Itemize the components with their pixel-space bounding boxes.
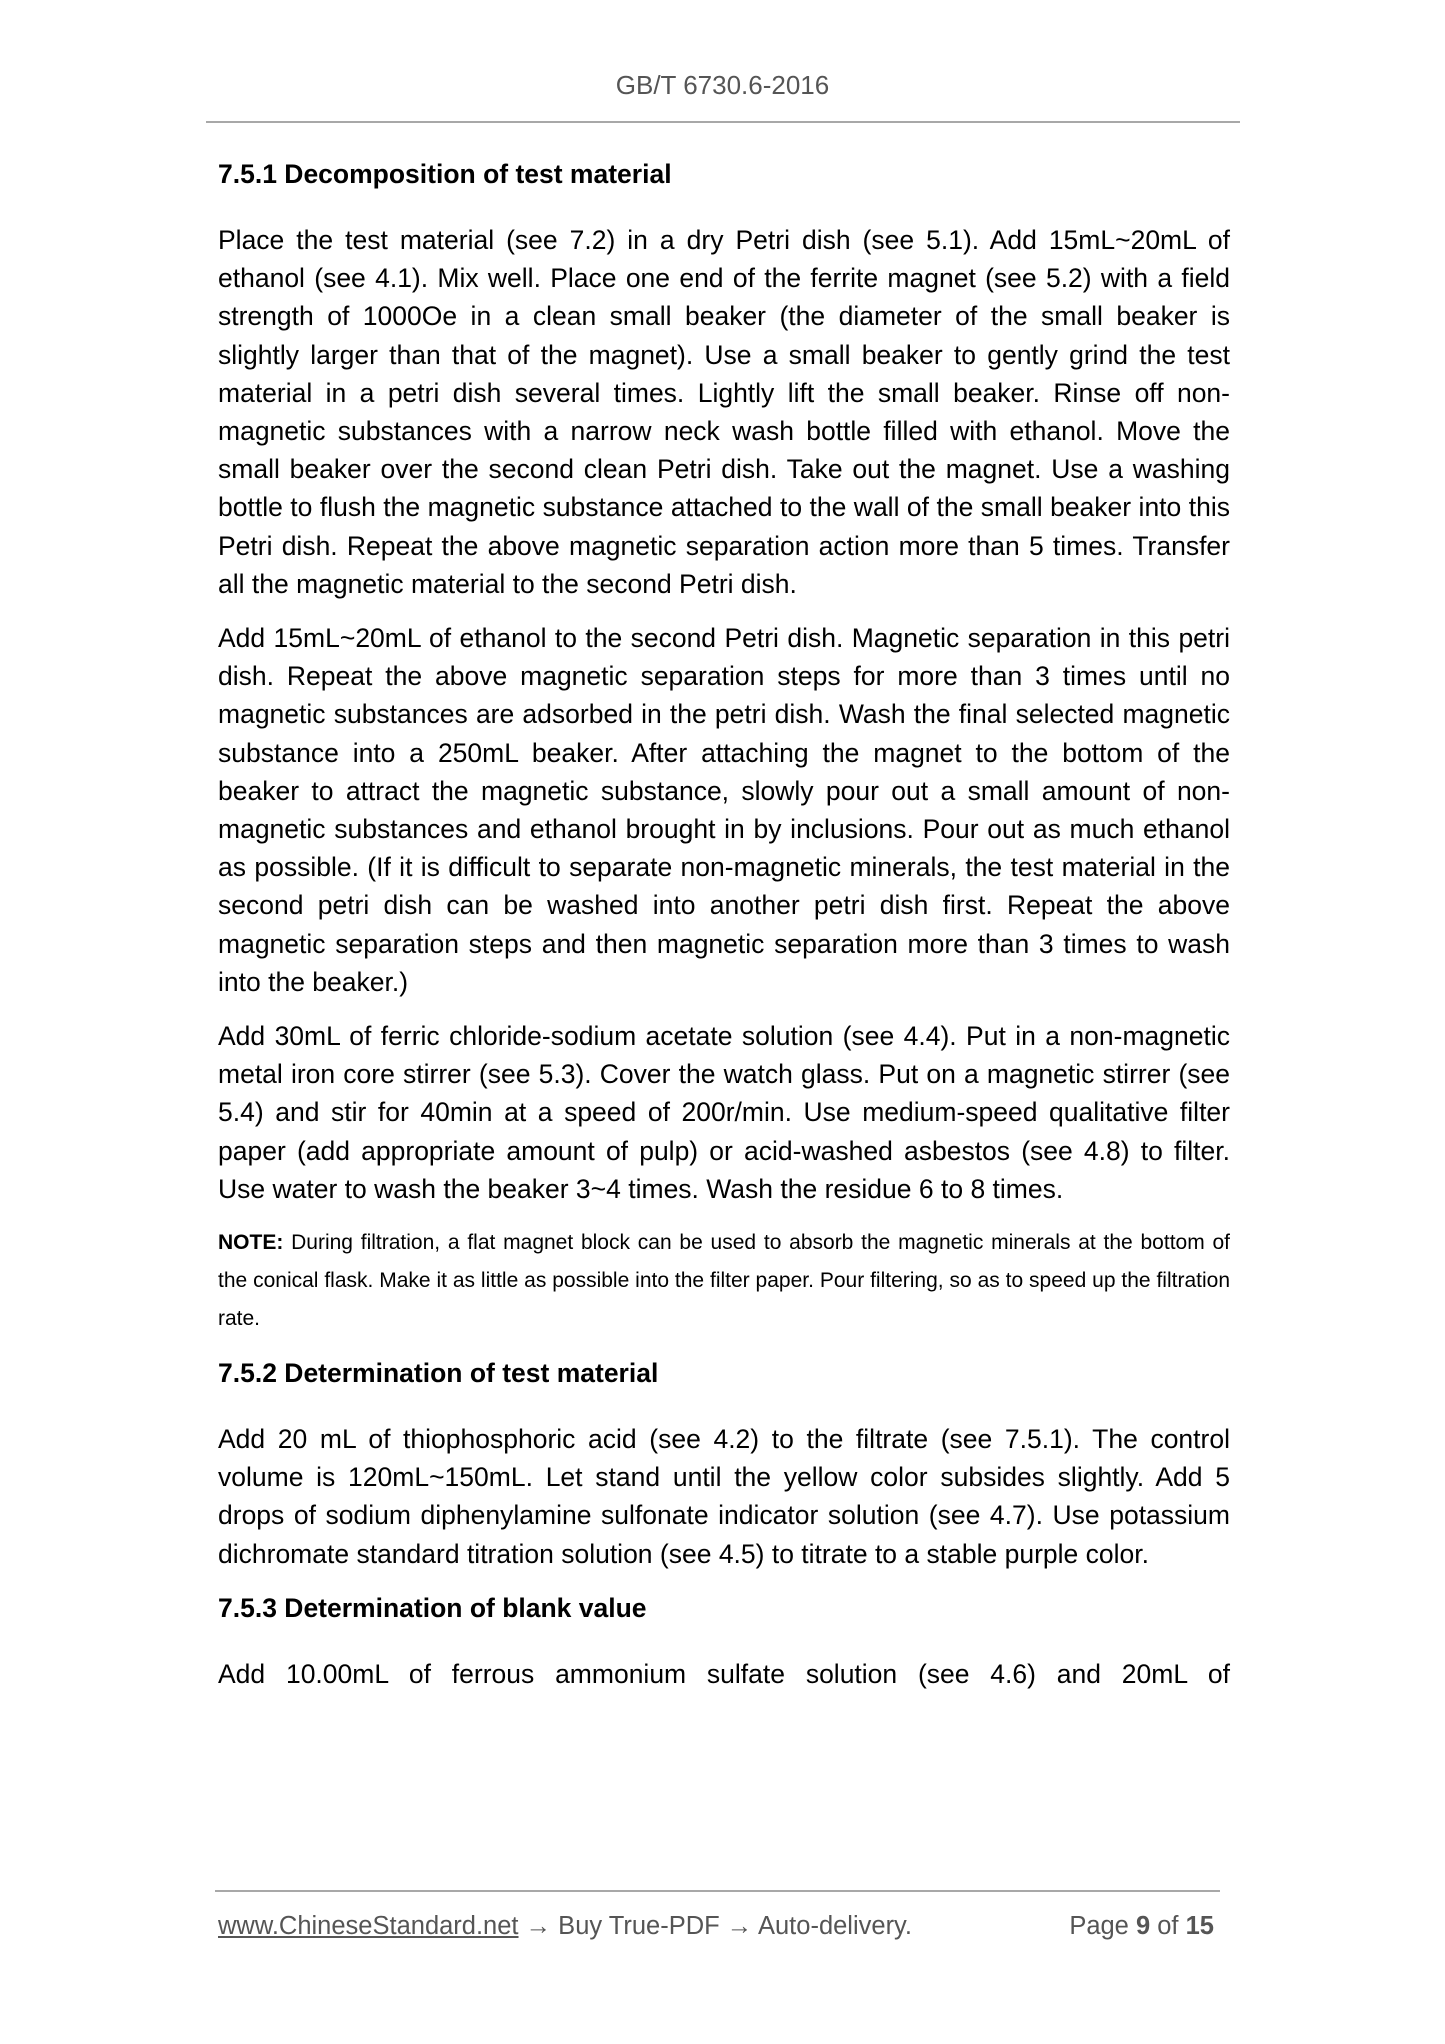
page-indicator bbox=[1069, 1912, 1214, 1941]
header-divider bbox=[206, 121, 1240, 123]
paragraph: Add 20 mL of thiophosphoric acid (see 4.2) to the filtrate (see 7.5.1). The control volume is 120mL~150mL. Let stand until the yellow color subsides slightly. Add 5 drops of sodium diphenylamine sulfonate indicator solution (see 4.7). Use potassium dichromate standard titration solution (see 4.5) to titrate to a stable purple color. bbox=[218, 1424, 1230, 1569]
note-text: During filtration, a flat magnet block can be used to absorb the magnetic minerals at the bottom of the conical flask. Make it as little as possible into the filter paper. Pour filtering, so as to speed up the filtration rate. bbox=[218, 1231, 1230, 1331]
footer-tagline: → Buy True-PDF → Auto-delivery. bbox=[518, 1912, 912, 1940]
section-heading-7-5-1: 7.5.1 Decomposition of test material bbox=[218, 159, 672, 189]
paragraph: Place the test material (see 7.2) in a dry Petri dish (see 5.1). Add 15mL~20mL of ethanol (see 4.1). Mix well. Place one end of the ferrite magnet (see 5.2) with a field strength of 1000Oe in a clean small beaker (the diameter of the small beaker is slightly larger than that of the magnet). Use a small beaker to gently grind the test material in a petri dish several times. Lightly lift the small beaker. Rinse off non-magnetic substances with a narrow neck wash bottle filled with ethanol. Move the small beaker over the second clean Petri dish. Take out the magnet. Use a washing bottle to flush the magnetic substance attached to the wall of the small beaker into this Petri dish. Repeat the above magnetic separation action more than 5 times. Transfer all the magnetic material to the second Petri dish. bbox=[218, 225, 1230, 599]
page-content bbox=[218, 155, 1230, 1693]
page-total: 15 bbox=[1185, 1912, 1214, 1940]
footer-divider bbox=[215, 1890, 1220, 1892]
section-heading-7-5-3: 7.5.3 Determination of blank value bbox=[218, 1592, 647, 1623]
paragraph: Add 30mL of ferric chloride-sodium acetate solution (see 4.4). Put in a non-magnetic metal iron core stirrer (see 5.3). Cover the watch glass. Put on a magnetic stirrer (see 5.4) and stir for 40min at a speed of 200r/min. Use medium-speed qualitative filter paper (add appropriate amount of pulp) or acid-washed asbestos (see 4.8) to filter. Use water to wash the beaker 3~4 times. Wash the residue 6 to 8 times. bbox=[218, 1021, 1230, 1204]
document-code-header: GB/T 6730.6-2016 bbox=[615, 70, 830, 100]
page-current: 9 bbox=[1135, 1912, 1151, 1940]
page-label: Page bbox=[1069, 1912, 1129, 1940]
page-footer bbox=[218, 1912, 1220, 1941]
paragraph: Add 15mL~20mL of ethanol to the second Petri dish. Magnetic separation in this petri dish. Repeat the above magnetic separation steps for more than 3 times until no magnetic substances are adsorbed in the petri dish. Wash the final selected magnetic substance into a 250mL beaker. After attaching the magnet to the bottom of the beaker to attract the magnetic substance, slowly pour out a small amount of non-magnetic substances and ethanol brought in by inclusions. Pour out as much ethanol as possible. (If it is difficult to separate non-magnetic minerals, the test material in the second petri dish can be washed into another petri dish first. Repeat the above magnetic separation steps and then magnetic separation more than 3 times to wash into the beaker.) bbox=[218, 623, 1230, 997]
page-of: of bbox=[1157, 1912, 1179, 1940]
section-heading-7-5-2: 7.5.2 Determination of test material bbox=[218, 1358, 659, 1389]
website-link[interactable]: www.ChineseStandard.net bbox=[218, 1912, 519, 1940]
note-paragraph bbox=[218, 1224, 1230, 1338]
note-label: NOTE: bbox=[218, 1231, 284, 1255]
paragraph: Add 10.00mL of ferrous ammonium sulfate solution (see 4.6) and 20mL of bbox=[218, 1658, 1230, 1689]
